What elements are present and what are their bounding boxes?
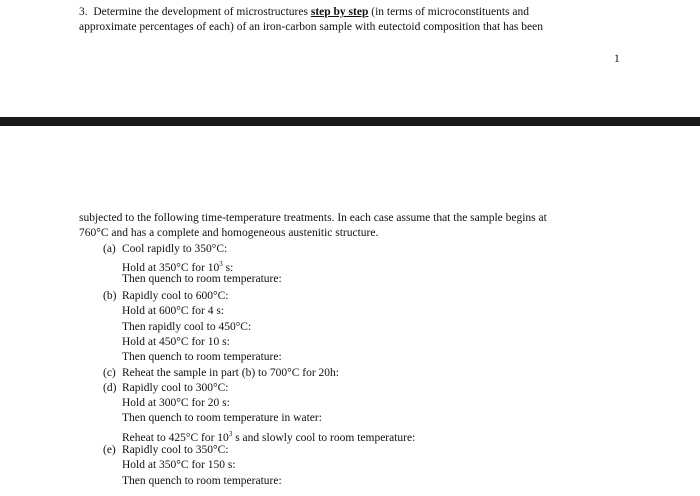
question-line-2: approximate percentages of each) of an iron-carbon sample with eutectoid composition that has been [79,21,543,33]
page-divider [0,117,700,126]
item-e: (e) Rapidly cool to 350°C: [103,444,229,456]
item-a: (a) Cool rapidly to 350°C: [103,243,228,255]
item-b-line-4: Hold at 450°C for 10 s: [122,336,230,348]
item-e-line-2: Hold at 350°C for 150 s: [122,459,236,471]
item-e-line-3: Then quench to room temperature: [122,475,282,487]
item-d-line-4: Reheat to 425°C for $10^3$ s and slowly cool to room temperature: [122,430,416,444]
item-b-label: (b) [103,290,117,302]
item-a-line-2: Hold at 350°C for $10^3$ s: [122,260,234,274]
item-b-line-5: Then quench to room temperature: [122,351,282,363]
item-b-line-3: Then rapidly cool to 450°C: [122,321,252,333]
question-number: 3. [79,6,88,18]
item-d-line-2: Hold at 300°C for 20 s: [122,397,230,409]
item-d: (d) Rapidly cool to 300°C: [103,382,229,394]
item-a-line-3: Then quench to room temperature: [122,273,282,285]
item-e-label: (e) [103,444,116,456]
intro-line-2: 760°C and has a complete and homogeneous austenitic structure. [79,227,379,239]
item-d-label: (d) [103,382,117,394]
question-line-1: 3. Determine the development of microstructures step by step (in terms of microconstituents and [79,6,530,18]
page-number: 1 [614,53,620,65]
item-a-label: (a) [103,243,116,255]
intro-line-1: subjected to the following time-temperature treatments. In each case assume that the sample begins at [79,212,547,224]
item-d-line-3: Then quench to room temperature in water: [122,412,322,424]
item-b-line-2: Hold at 600°C for 4 s: [122,305,225,317]
item-c-label: (c) [103,367,116,379]
item-b: (b) Rapidly cool to 600°C: [103,290,229,302]
item-c: (c) Reheat the sample in part (b) to 700°C for 20h: [103,367,339,379]
emphasis-step-by-step: step by step [310,6,369,18]
